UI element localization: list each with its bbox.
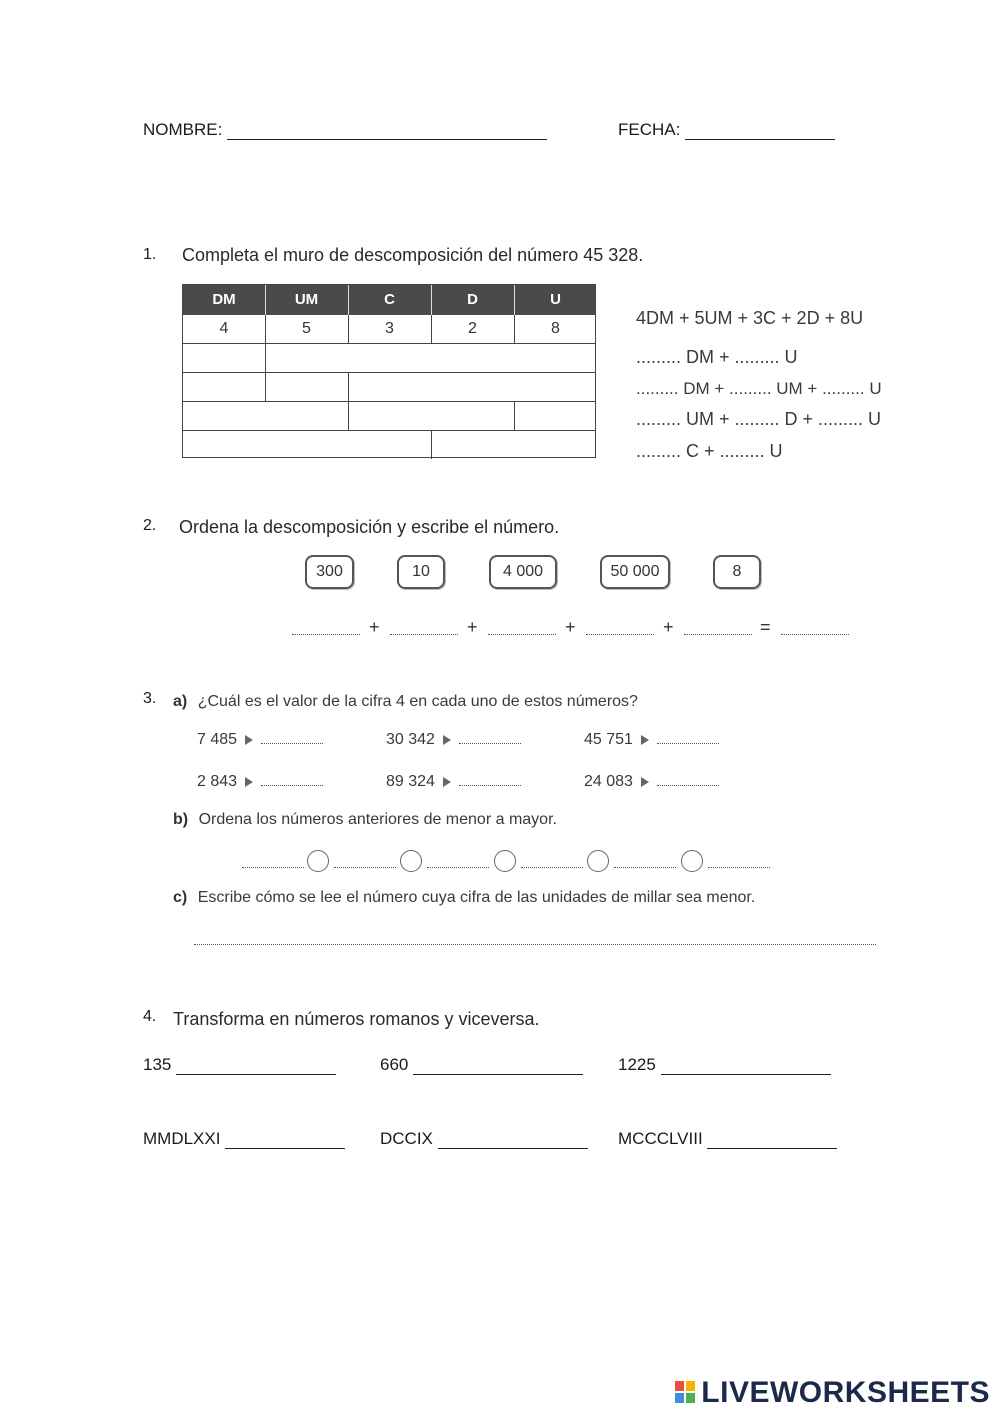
- order-circle-3[interactable]: [494, 850, 516, 872]
- name-label: NOMBRE:: [143, 120, 223, 139]
- plus-1: +: [369, 617, 380, 637]
- arrow-icon: [245, 777, 253, 787]
- value-item-6: 24 083: [584, 773, 719, 791]
- plus-4: +: [663, 617, 674, 637]
- ex3c: [173, 889, 755, 907]
- sum-blank-4[interactable]: [586, 633, 654, 635]
- ex3-number: 3.: [143, 690, 157, 707]
- value-item-3: 45 751: [584, 731, 719, 749]
- wall-header: [183, 285, 595, 315]
- order-blank-5[interactable]: [614, 866, 676, 868]
- decomp-line-1: 4DM + 5UM + 3C + 2D + 8U: [636, 308, 864, 328]
- roman-answer-5[interactable]: [438, 1132, 588, 1149]
- col-c: C: [384, 291, 395, 308]
- order-blank-6[interactable]: [708, 866, 770, 868]
- date-input-line[interactable]: [685, 121, 835, 140]
- arrow-icon: [641, 735, 649, 745]
- ex4-title: Transforma en números romanos y viceversa.: [173, 1009, 540, 1029]
- col-d: D: [467, 291, 478, 308]
- order-blank-1[interactable]: [242, 866, 304, 868]
- value-blank-4[interactable]: [261, 784, 323, 786]
- col-um: UM: [294, 291, 319, 308]
- roman-item-mcccvliii: MCCCLVIII: [618, 1129, 837, 1149]
- arrow-icon: [641, 777, 649, 787]
- name-field: [143, 120, 547, 140]
- sum-blank-1[interactable]: [292, 633, 360, 635]
- logo-grid-icon: [675, 1381, 697, 1405]
- value-item-5: 89 324: [386, 773, 521, 791]
- arrow-icon: [443, 735, 451, 745]
- sum-blank-2[interactable]: [390, 633, 458, 635]
- roman-answer-1[interactable]: [176, 1058, 336, 1075]
- decomp-line-2[interactable]: ......... DM + ......... U: [636, 347, 798, 367]
- order-blank-4[interactable]: [521, 866, 583, 868]
- sum-line: [292, 617, 852, 641]
- wall-row2-cell[interactable]: [265, 343, 266, 372]
- answer-line-c[interactable]: [194, 943, 876, 945]
- ex1-number: 1.: [143, 246, 157, 263]
- ex3a-label: a): [173, 693, 188, 710]
- roman-answer-6[interactable]: [707, 1132, 837, 1149]
- ex2-number: 2.: [143, 517, 157, 534]
- wall-row5-cell[interactable]: [431, 430, 432, 459]
- value-blank-5[interactable]: [459, 784, 521, 786]
- number-box-10: 10: [397, 555, 445, 589]
- ex3b: [173, 811, 557, 829]
- roman-answer-4[interactable]: [225, 1132, 345, 1149]
- decomp-line-4[interactable]: ......... UM + ......... D + ......... U: [636, 409, 882, 429]
- col-dm: DM: [212, 291, 236, 308]
- number-box-300: 300: [305, 555, 354, 589]
- decomp-line-3[interactable]: ......... DM + ......... UM + ......... U: [636, 379, 882, 398]
- digit-c: 3: [385, 320, 394, 337]
- wall-row3-cell[interactable]: [265, 372, 266, 401]
- plus-2: +: [467, 617, 478, 637]
- roman-item-660: 660: [380, 1055, 583, 1075]
- ex3a: [173, 693, 638, 711]
- sum-blank-3[interactable]: [488, 633, 556, 635]
- value-item-2: 30 342: [386, 731, 521, 749]
- sum-result[interactable]: [781, 633, 849, 635]
- ex3c-label: c): [173, 889, 188, 906]
- date-field: [618, 120, 835, 140]
- ex1-title: Completa el muro de descomposición del número 45 328.: [182, 245, 644, 265]
- col-u: U: [550, 291, 561, 308]
- value-item-1: 7 485: [197, 731, 323, 749]
- logo-text: LIVEWORKSHEETS: [701, 1376, 990, 1409]
- value-blank-6[interactable]: [657, 784, 719, 786]
- arrow-icon: [443, 777, 451, 787]
- ex2-title: Ordena la descomposición y escribe el número.: [179, 517, 560, 537]
- ex3b-text: Ordena los números anteriores de menor a mayor.: [198, 811, 557, 828]
- liveworksheets-logo: [675, 1376, 990, 1410]
- order-circle-2[interactable]: [400, 850, 422, 872]
- equals: =: [760, 617, 771, 637]
- roman-item-mmdlxxi: MMDLXXI: [143, 1129, 345, 1149]
- ex3b-label: b): [173, 811, 189, 828]
- plus-3: +: [565, 617, 576, 637]
- name-input-line[interactable]: [227, 121, 547, 140]
- order-blank-2[interactable]: [334, 866, 396, 868]
- arrow-icon: [245, 735, 253, 745]
- number-box-4000: 4 000: [489, 555, 557, 589]
- digit-u: 8: [551, 320, 560, 337]
- order-circle-5[interactable]: [681, 850, 703, 872]
- roman-answer-2[interactable]: [413, 1058, 583, 1075]
- value-blank-1[interactable]: [261, 742, 323, 744]
- number-box-50000: 50 000: [600, 555, 670, 589]
- decomp-line-5[interactable]: ......... C + ......... U: [636, 441, 783, 461]
- order-circle-1[interactable]: [307, 850, 329, 872]
- roman-item-1225: 1225: [618, 1055, 831, 1075]
- roman-item-135: 135: [143, 1055, 336, 1075]
- ex3a-text: ¿Cuál es el valor de la cifra 4 en cada uno de estos números?: [197, 693, 638, 710]
- order-circle-4[interactable]: [587, 850, 609, 872]
- digit-um: 5: [302, 320, 311, 337]
- digit-dm: 4: [219, 320, 229, 337]
- wall-row4-cell[interactable]: [348, 401, 349, 430]
- order-blank-3[interactable]: [427, 866, 489, 868]
- roman-answer-3[interactable]: [661, 1058, 831, 1075]
- value-blank-2[interactable]: [459, 742, 521, 744]
- digit-d: 2: [468, 320, 477, 337]
- ex4-number: 4.: [143, 1008, 157, 1025]
- number-box-8: 8: [713, 555, 761, 589]
- date-label: FECHA:: [618, 120, 681, 139]
- sum-blank-5[interactable]: [684, 633, 752, 635]
- value-item-4: 2 843: [197, 773, 323, 791]
- decomposition-wall: [182, 284, 596, 458]
- value-blank-3[interactable]: [657, 742, 719, 744]
- ex3c-text: Escribe cómo se lee el número cuya cifra de las unidades de millar sea menor.: [197, 889, 756, 906]
- roman-item-dccix: DCCIX: [380, 1129, 588, 1149]
